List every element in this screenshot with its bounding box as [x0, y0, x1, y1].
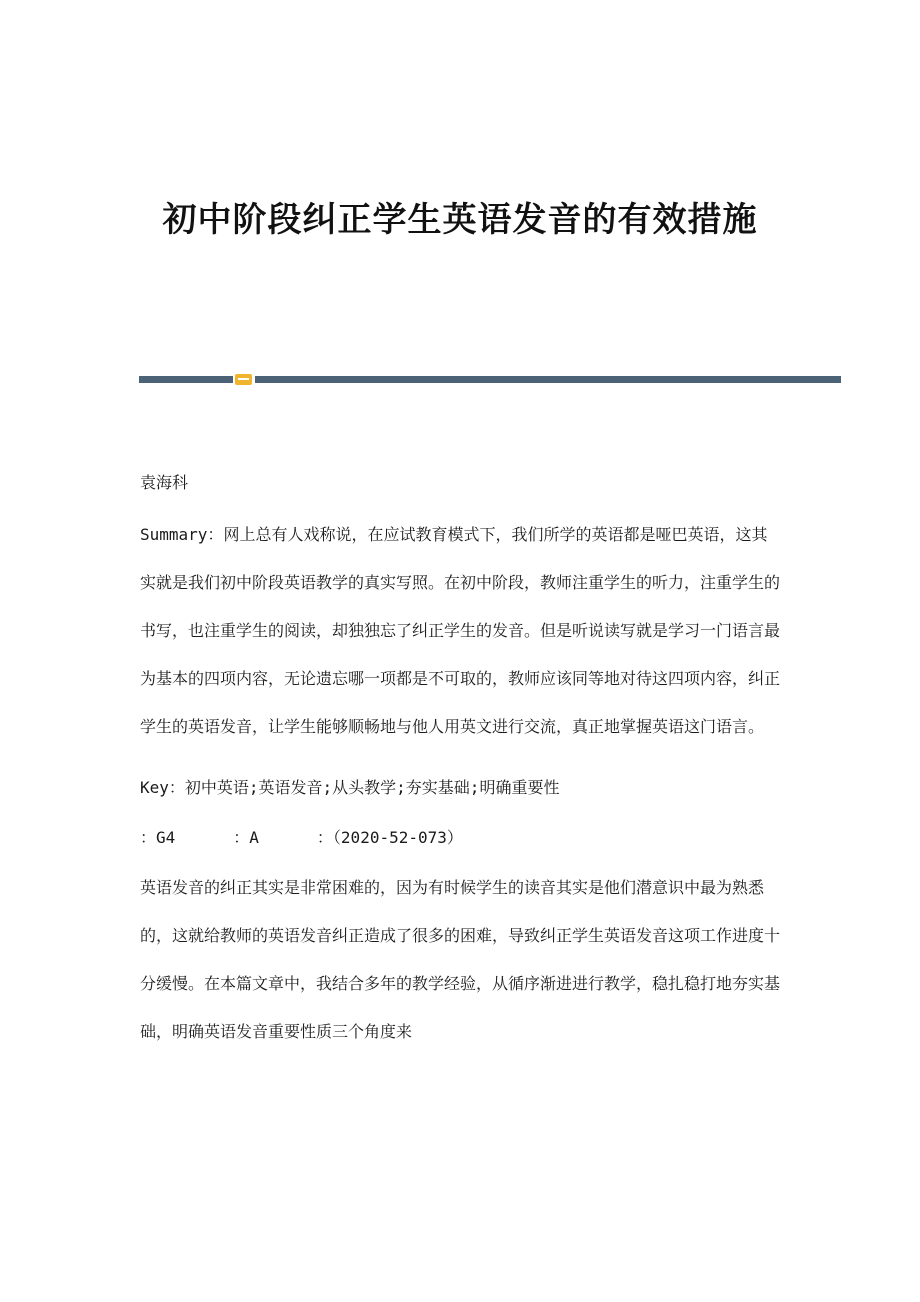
document-title: 初中阶段纠正学生英语发音的有效措施 — [162, 200, 758, 240]
divider-bar-right — [255, 376, 841, 383]
class-code: ：G4 — [140, 828, 176, 847]
divider-bar-left — [139, 376, 233, 383]
summary-label: Summary： — [140, 525, 224, 544]
author-name: 袁海科 — [140, 473, 189, 492]
title-divider — [139, 374, 841, 384]
article-id: ：（2020-52-073） — [316, 828, 463, 847]
keywords-text: 初中英语;英语发音;从头教学;夯实基础;明确重要性 — [184, 778, 560, 797]
summary-paragraph — [140, 511, 780, 751]
divider-emblem-icon — [235, 374, 252, 385]
body-paragraph: 英语发音的纠正其实是非常困难的，因为有时候学生的读音其实是他们潜意识中最为熟悉的，这就给教师的英语发音纠正造成了很多的困难，导致纠正学生英语发音这项工作进度十分缓慢。在本篇文章中，我结合多年的教学经验，从循序渐进进行教学，稳扎稳打地夯实基础，明确英语发音重要性质三个角度来 — [140, 878, 781, 1041]
summary-text: 网上总有人戏称说，在应试教育模式下，我们所学的英语都是哑巴英语，这其实就是我们初中阶段英语教学的真实写照。在初中阶段，教师注重学生的听力，注重学生的书写，也注重学生的阅读，却独独忘了纠正学生的发音。但是听说读写就是学习一门语言最为基本的四项内容，无论遗忘哪一项都是不可取的，教师应该同等地对待这四项内容，纠正学生的英语发音，让学生能够顺畅地与他人用英文进行交流，真正地掌握英语这门语言。 — [140, 525, 781, 736]
classification-line — [140, 825, 780, 851]
keywords-line — [140, 775, 780, 801]
document-content — [140, 470, 780, 1080]
keywords-label: Key： — [140, 778, 185, 797]
doc-code: ：A — [233, 828, 259, 847]
